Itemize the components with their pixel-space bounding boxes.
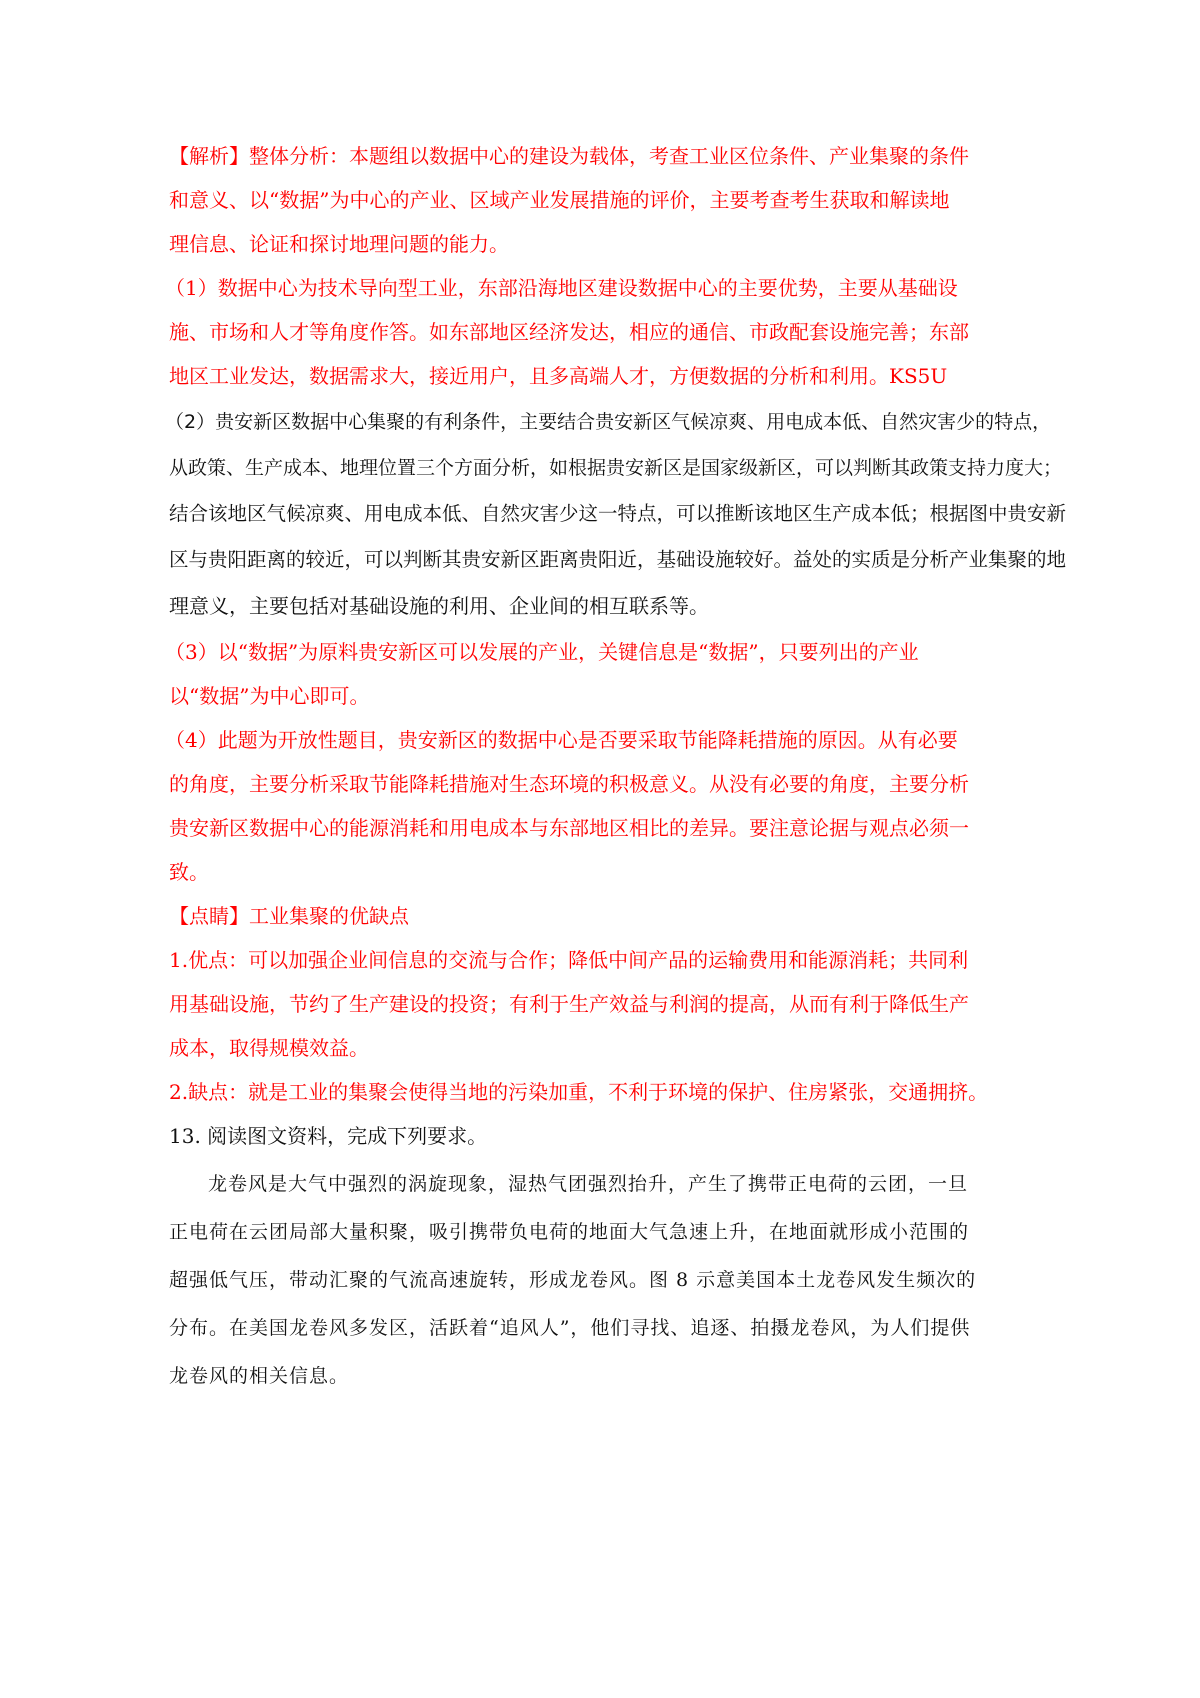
question-13-passage-line: 龙卷风是大气中强烈的涡旋现象，湿热气团强烈抬升，产生了携带正电荷的云团，一旦 <box>208 1173 969 1195</box>
analysis-line: 【解析】整体分析：本题组以数据中心的建设为载体，考查工业区位条件、产业集聚的条件 <box>169 144 969 168</box>
q2-line: （2）贵安新区数据中心集聚的有利条件，主要结合贵安新区气候凉爽、用电成本低、自然灾害少的特点， <box>165 411 1052 433</box>
q1-line: 地区工业发达，数据需求大，接近用户，且多高端人才，方便数据的分析和利用。KS5U <box>169 364 948 388</box>
question-13-passage-line: 龙卷风的相关信息。 <box>169 1365 350 1387</box>
question-13-passage-line: 正电荷在云团局部大量积聚，吸引携带负电荷的地面大气急速上升，在地面就形成小范围的 <box>169 1221 970 1243</box>
analysis-line: 和意义、以“数据”为中心的产业、区域产业发展措施的评价，主要考查考生获取和解读地 <box>169 188 950 212</box>
q1-line: （1）数据中心为技术导向型工业，东部沿海地区建设数据中心的主要优势，主要从基础设 <box>165 276 958 300</box>
tip-advantage-line: 用基础设施，节约了生产建设的投资；有利于生产效益与利润的提高，从而有利于降低生产 <box>169 992 969 1016</box>
q3-line: 以“数据”为中心即可。 <box>169 684 370 708</box>
q4-line: 致。 <box>169 860 209 884</box>
q2-line: 理意义，主要包括对基础设施的利用、企业间的相互联系等。 <box>169 594 709 618</box>
question-13-passage-line: 分布。在美国龙卷风多发区，活跃着“追风人”，他们寻找、追逐、拍摄龙卷风，为人们提供 <box>169 1317 971 1339</box>
tip-heading: 【点睛】工业集聚的优缺点 <box>169 904 409 928</box>
tip-disadvantage-line: 2.缺点：就是工业的集聚会使得当地的污染加重，不利于环境的保护、住房紧张，交通拥挤。 <box>169 1080 989 1104</box>
q2-line: 结合该地区气候凉爽、用电成本低、自然灾害少这一特点，可以推断该地区生产成本低；根据图中贵安新 <box>169 502 1067 525</box>
q4-line: 贵安新区数据中心的能源消耗和用电成本与东部地区相比的差异。要注意论据与观点必须一 <box>169 816 969 840</box>
tip-advantage-line: 1.优点：可以加强企业间信息的交流与合作；降低中间产品的运输费用和能源消耗；共同利 <box>169 948 969 972</box>
analysis-line: 理信息、论证和探讨地理问题的能力。 <box>169 232 509 256</box>
q1-line: 施、市场和人才等角度作答。如东部地区经济发达，相应的通信、市政配套设施完善；东部 <box>169 320 969 344</box>
q4-line: （4）此题为开放性题目，贵安新区的数据中心是否要采取节能降耗措施的原因。从有必要 <box>165 728 958 752</box>
q4-line: 的角度，主要分析采取节能降耗措施对生态环境的积极意义。从没有必要的角度，主要分析 <box>169 772 969 796</box>
tip-advantage-line: 成本，取得规模效益。 <box>169 1036 369 1060</box>
q2-line: 区与贵阳距离的较近，可以判断其贵安新区距离贵阳近，基础设施较好。益处的实质是分析产业集聚的地 <box>169 548 1067 571</box>
question-13-passage-line: 超强低气压，带动汇聚的气流高速旋转，形成龙卷风。图 8 示意美国本土龙卷风发生频次的 <box>169 1269 977 1291</box>
q2-line: 从政策、生产成本、地理位置三个方面分析，如根据贵安新区是国家级新区，可以判断其政策支持力度大； <box>169 457 1063 479</box>
q3-line: （3）以“数据”为原料贵安新区可以发展的产业，关键信息是“数据”，只要列出的产业 <box>165 640 919 664</box>
question-13-prompt: 13. 阅读图文资料，完成下列要求。 <box>169 1124 488 1148</box>
